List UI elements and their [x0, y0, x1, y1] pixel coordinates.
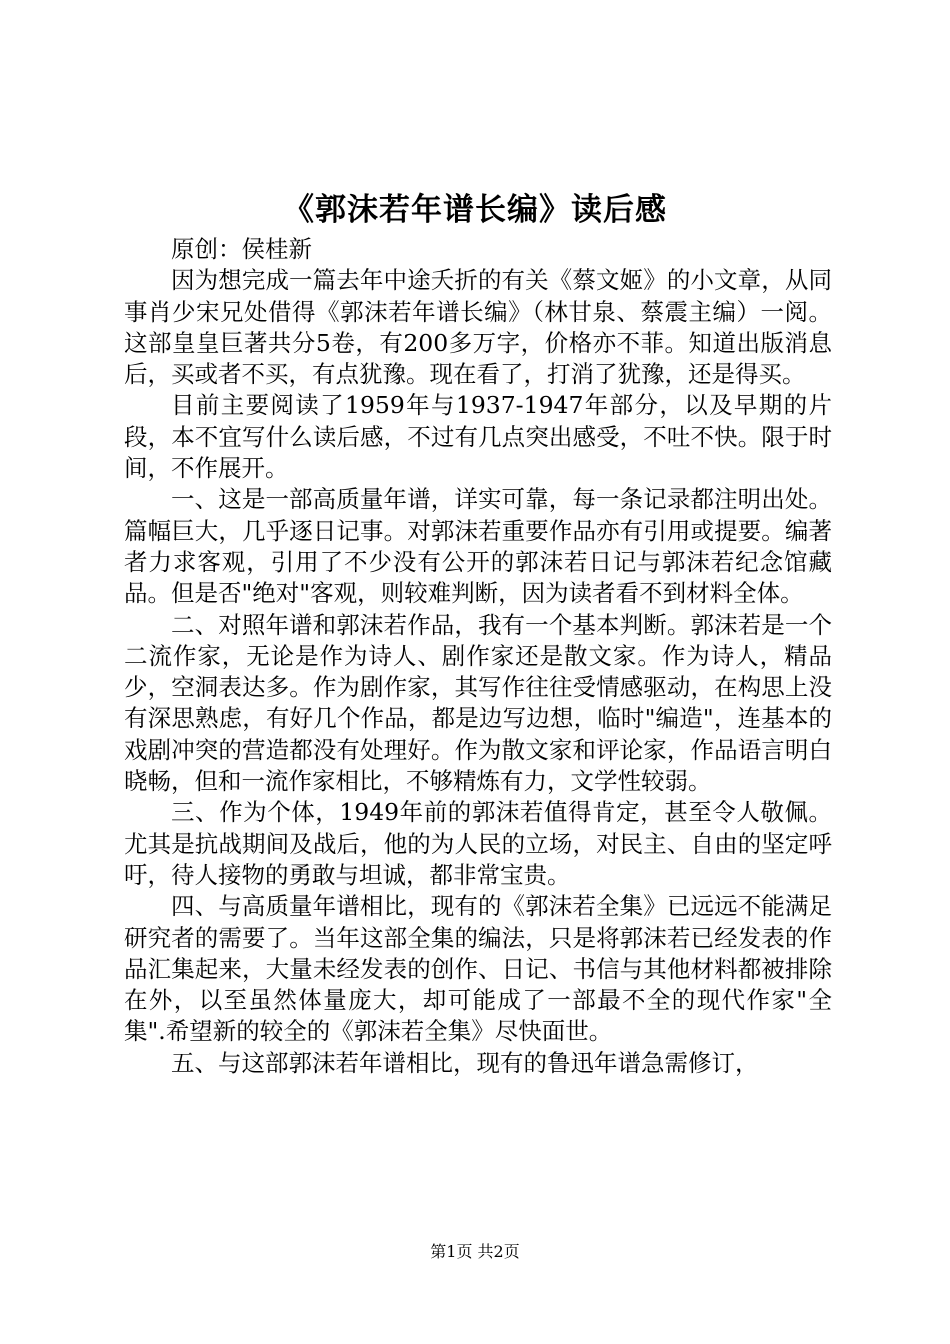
paragraph: 一、这是一部高质量年谱，详实可靠，每一条记录都注明出处。篇幅巨大，几乎逐日记事。对郭沫若重要作品亦有引用或提要。编著者力求客观，引用了不少没有公开的郭沫若日记与郭沫若纪念馆藏品。但是否"绝对"客观，则较难判断，因为读者看不到材料全体。 — [124, 485, 832, 608]
paragraph: 二、对照年谱和郭沫若作品，我有一个基本判断。郭沫若是一个二流作家，无论是作为诗人、剧作家还是散文家。作为诗人，精品少，空洞表达多。作为剧作家，其写作往往受情感驱动，在构思上没有深思熟虑，有好几个作品，都是边写边想，临时"编造"，连基本的戏剧冲突的营造都没有处理好。作为散文家和评论家，作品语言明白晓畅，但和一流作家相比，不够精炼有力，文学性较弱。 — [124, 610, 832, 796]
page-number-footer: 第1页 共2页 — [430, 1242, 520, 1261]
document-title: 《郭沫若年谱长编》读后感 — [283, 192, 667, 228]
paragraph: 因为想完成一篇去年中途夭折的有关《蔡文姬》的小文章，从同事肖少宋兄处借得《郭沫若年谱长编》（林甘泉、蔡震主编）一阅。这部皇皇巨著共分5卷，有200多万字，价格亦不菲。知道出版消息后，买或者不买，有点犹豫。现在看了，打消了犹豫，还是得买。 — [124, 266, 832, 389]
paragraph: 目前主要阅读了1959年与1937-1947年部分，以及早期的片段，本不宜写什么读后感，不过有几点突出感受，不吐不快。限于时间，不作展开。 — [124, 391, 832, 483]
paragraph: 五、与这部郭沫若年谱相比，现有的鲁迅年谱急需修订， — [171, 1048, 759, 1077]
paragraph: 四、与高质量年谱相比，现有的《郭沫若全集》已远远不能满足研究者的需要了。当年这部全集的编法，只是将郭沫若已经发表的作品汇集起来，大量未经发表的创作、日记、书信与其他材料都被排除在外，以至虽然体量庞大，却可能成了一部最不全的现代作家"全集".希望新的较全的《郭沫若全集》尽快面世。 — [124, 892, 832, 1046]
document-body — [124, 234, 832, 1079]
author-line: 原创：侯桂新 — [171, 235, 312, 263]
paragraph: 三、作为个体，1949年前的郭沫若值得肯定，甚至令人敬佩。尤其是抗战期间及战后，他的为人民的立场，对民主、自由的坚定呼吁，待人接物的勇敢与坦诚，都非常宝贵。 — [124, 798, 832, 889]
